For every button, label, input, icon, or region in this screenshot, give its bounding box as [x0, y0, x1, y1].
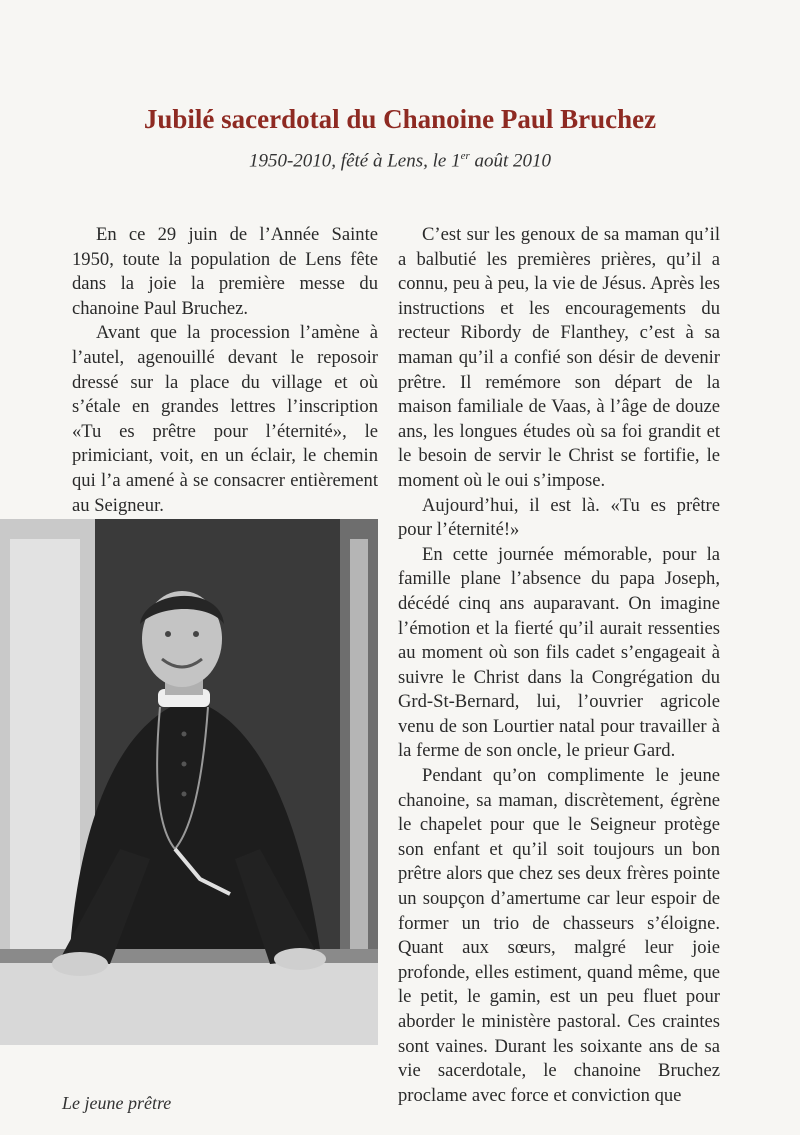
article-subtitle	[0, 150, 800, 172]
subtitle-date: août 2010	[469, 150, 552, 172]
paragraph: Pendant qu’on complimente le jeune chanoine, sa maman, discrètement, égrène le chapelet pour que le Seigneur protège son enfant et qu’il soit toujours un bon prêtre alors que chez ses deux frères pointe un soupçon d’amertume car leur espoir de former un trio de chasseurs s’éloigne. Quant aux sœurs, malgré leur joie profonde, elles estiment, quand même, que le petit, le gamin, est un peu fluet pour aborder le ministère pastoral. Ces craintes sont vaines. Durant les soixante ans de sa vie sacerdotale, le chanoine Bruchez proclame avec force et conviction que	[398, 765, 720, 1106]
paragraph: En cette journée mémorable, pour la famille plane l’absence du papa Joseph, décédé cinq ans auparavant. On imagine l’émotion et la fierté qu’il aurait ressenties au moment où son fils cadet s’engageait à suivre le Christ dans la Congrégation du Grd-St-Bernard, lui, l’ouvrier agricole venu de son Lourtier natal pour travailler à la ferme de son oncle, le prieur Gard.	[398, 543, 720, 762]
subtitle-superscript: er	[460, 150, 470, 162]
right-column	[398, 223, 720, 1108]
article-title: Jubilé sacerdotal du Chanoine Paul Bruchez	[143, 104, 657, 134]
priest-photo	[0, 519, 378, 1045]
subtitle-text: 1950-2010, fêté à Lens, le 1	[248, 150, 461, 172]
paragraph: En ce 29 juin de l’Année Sainte 1950, toute la population de Lens fête dans la joie la première messe du chanoine Paul Bruchez.	[72, 224, 378, 319]
paragraph: C’est sur les genoux de sa maman qu’il a balbutié les premières prières, qu’il a connu, peu à peu, la vie de Jésus. Après les instructions et les encouragements du recteur Ribordy de Flanthey, c’est à sa maman qu’il a confié son désir de devenir prêtre. Il remémore son départ de la maison familiale de Vaas, à l’âge de douze ans, les longues études où sa foi grandit et le besoin de servir le Christ se fortifie, le moment où le oui s’impose.	[398, 224, 720, 491]
photo-caption: Le jeune prêtre	[62, 1093, 172, 1113]
paragraph: Aujourd’hui, il est là. «Tu es prêtre pour l’éternité!»	[398, 494, 720, 541]
paragraph: Avant que la procession l’amène à l’autel, agenouillé devant le reposoir dressé sur la place du village et où s’étale en grandes lettres l’inscription «Tu es prêtre pour l’éternité», le primiciant, voit, en un éclair, le chemin qui l’a amené à se consacrer entièrement au Seigneur.	[72, 322, 378, 516]
left-column	[72, 223, 378, 518]
